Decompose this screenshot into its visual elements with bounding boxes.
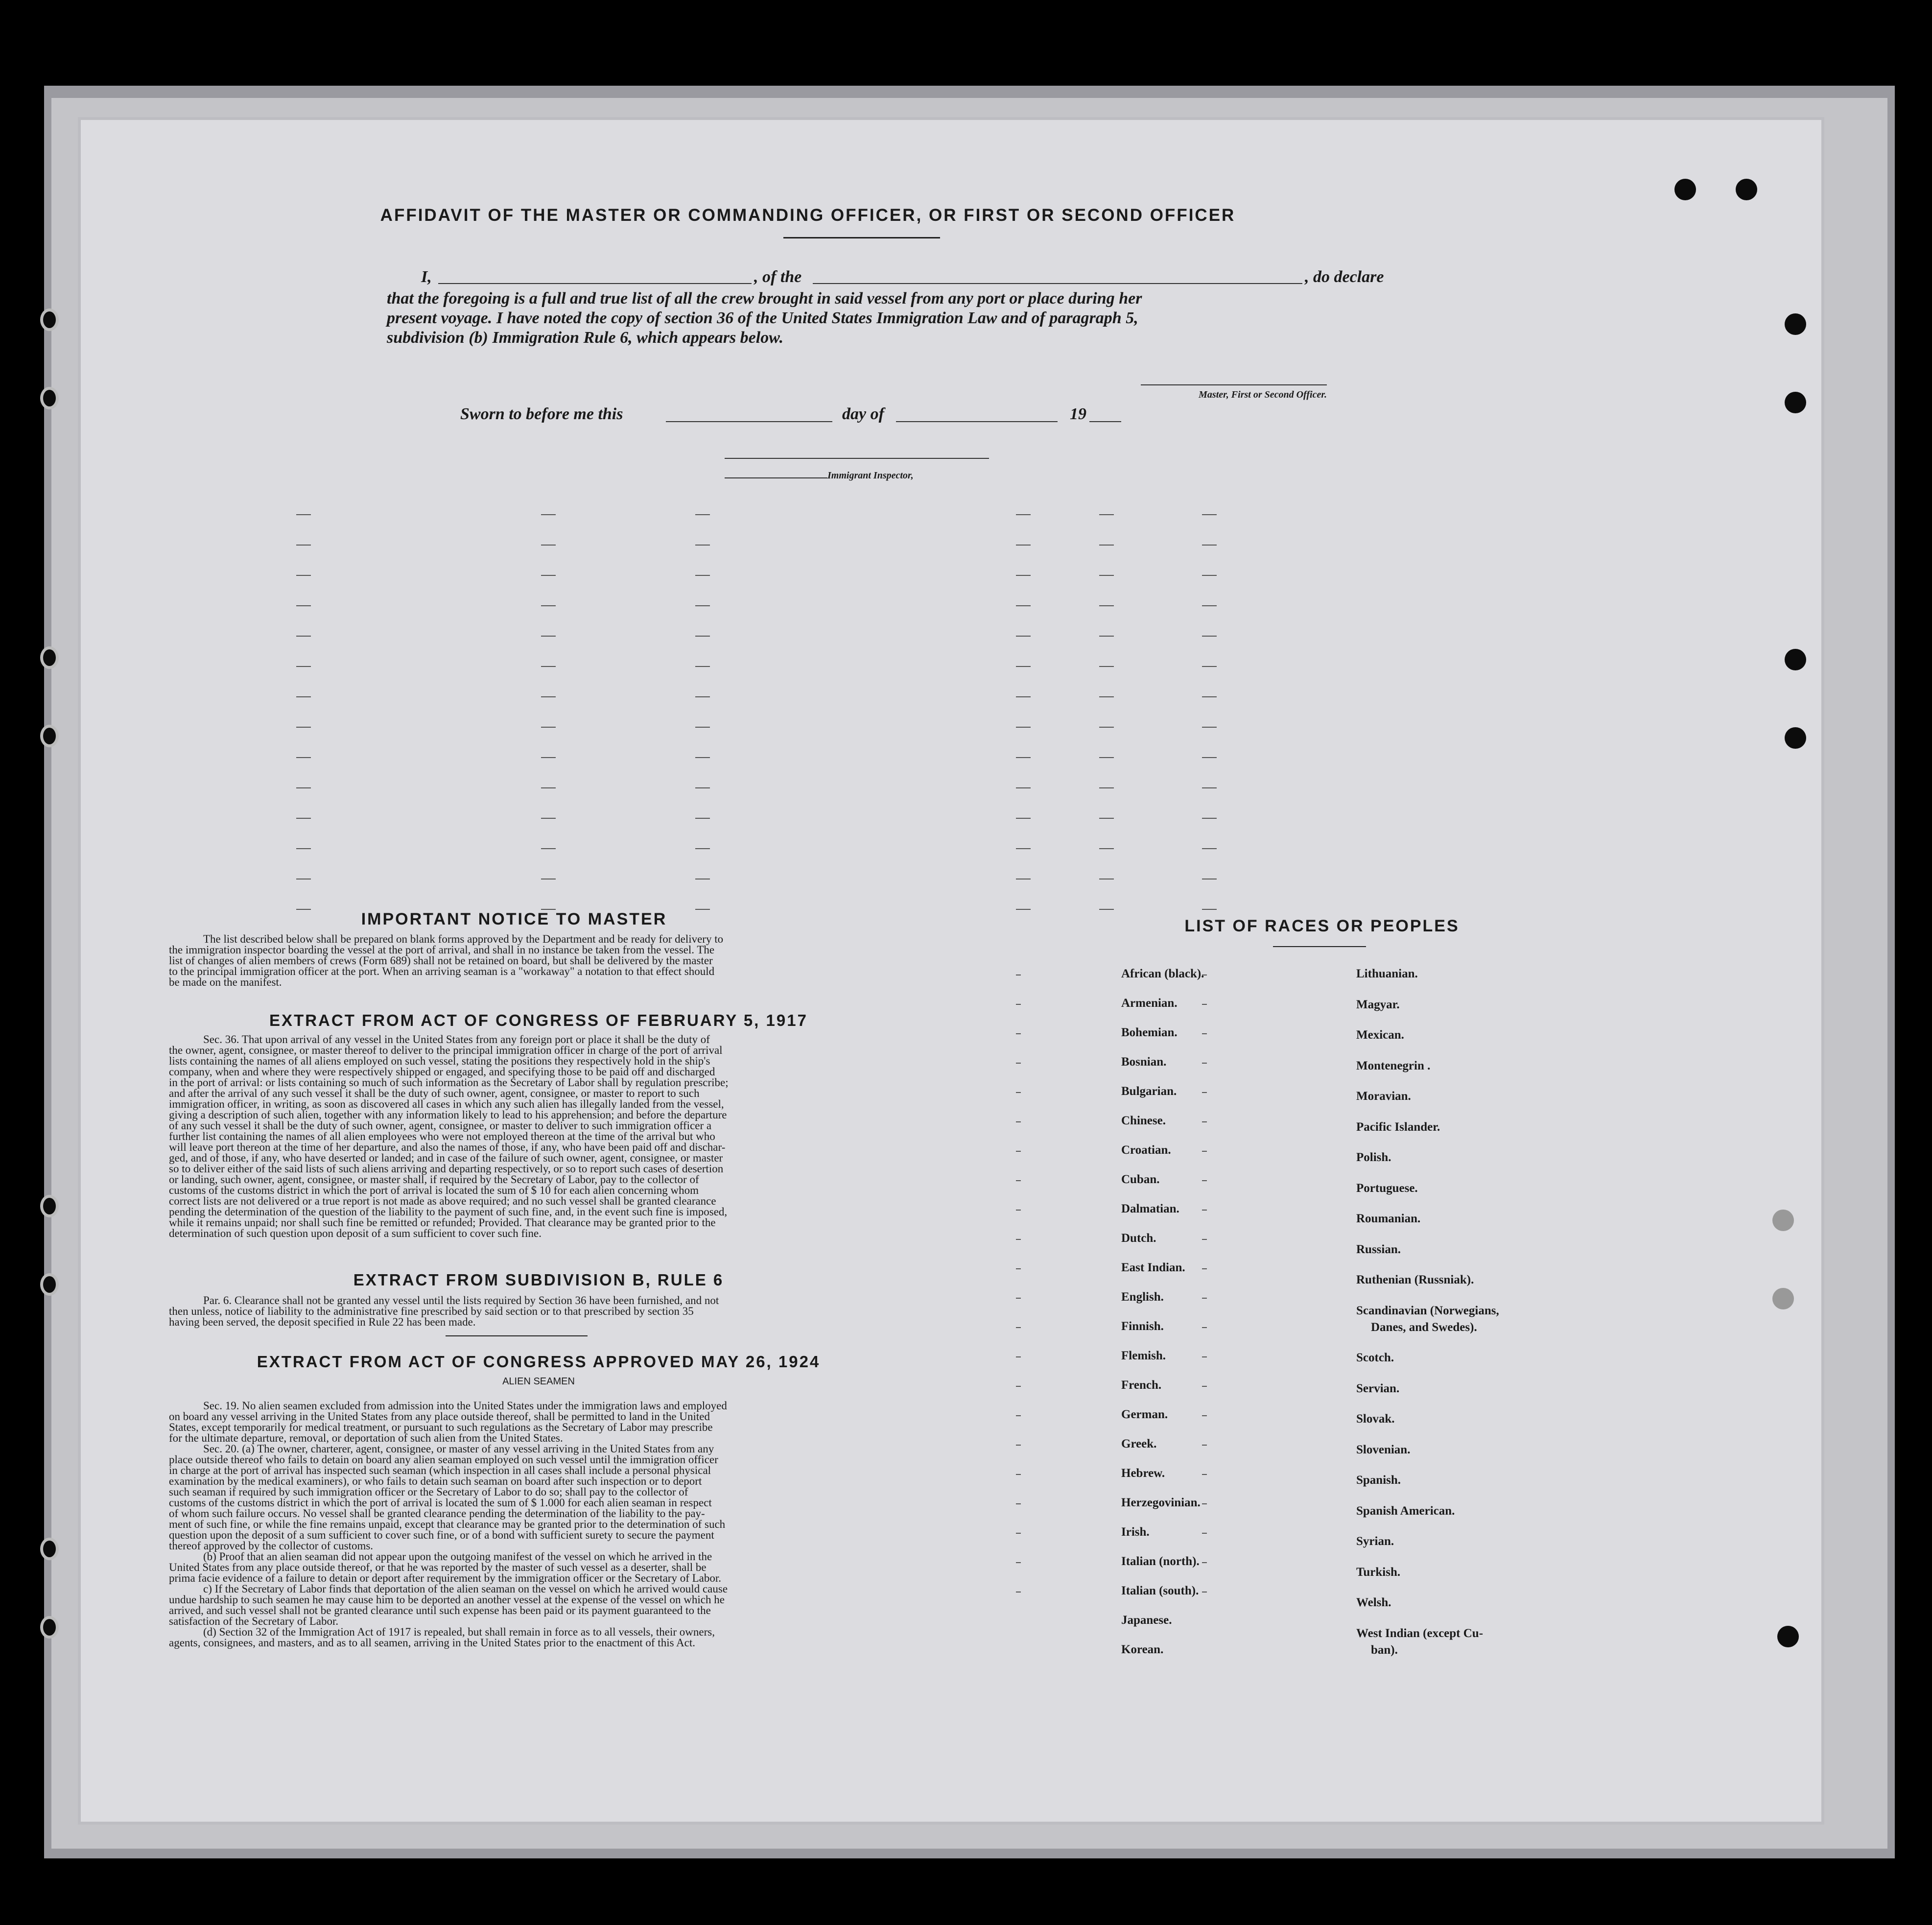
punch-hole bbox=[40, 1538, 59, 1560]
race-entry: Dalmatian. bbox=[1121, 1202, 1179, 1215]
column-dash bbox=[1016, 1298, 1021, 1299]
punch-hole bbox=[1785, 649, 1806, 670]
race-entry: Bohemian. bbox=[1121, 1026, 1178, 1039]
column-dash bbox=[1202, 1004, 1207, 1005]
column-dash bbox=[1202, 1533, 1207, 1534]
column-dash bbox=[1099, 848, 1114, 849]
column-dash bbox=[1099, 757, 1114, 758]
column-dash bbox=[1202, 1562, 1207, 1563]
column-dash bbox=[695, 545, 710, 546]
column-dash bbox=[1099, 818, 1114, 819]
notice-title: IMPORTANT NOTICE TO MASTER bbox=[361, 910, 667, 928]
column-dash bbox=[1016, 1562, 1021, 1563]
extract-1917-body bbox=[169, 1034, 891, 1239]
race-entry: Italian (north). bbox=[1121, 1555, 1200, 1568]
race-entry: Roumanian. bbox=[1356, 1212, 1421, 1225]
race-entry: Bulgarian. bbox=[1121, 1085, 1177, 1098]
race-entry: Turkish. bbox=[1356, 1565, 1401, 1579]
extract1924-line: prima facie evidence of a failure to detain or deport after requirement by the immigration officer or the Secretary of Labor. bbox=[169, 1572, 721, 1584]
title-underline bbox=[783, 237, 940, 238]
column-dash bbox=[541, 696, 556, 697]
extract1917-line: pending the determination of the question of the liability to the payment of such fine, and, in the event such fine is imposed, bbox=[169, 1206, 728, 1218]
race-entry: Bosnian. bbox=[1121, 1055, 1167, 1069]
race-entry: Servian. bbox=[1356, 1381, 1400, 1395]
punch-hole bbox=[1772, 1210, 1794, 1231]
extract1924-line: in charge at the port of arrival has inspected such seaman (which inspection in all cases shall include a personal physical bbox=[169, 1464, 711, 1476]
extract1917-line: immigration officer, in writing, as soon as discovered all cases in which any such alien has illegally landed from the vessel, bbox=[169, 1098, 724, 1110]
column-dash bbox=[296, 727, 311, 728]
section-divider bbox=[446, 1335, 588, 1336]
column-dash bbox=[1016, 1386, 1021, 1387]
extract1917-line: will leave port thereon at the time of her departure, and also the names of those, if any, who have been paid off and dischar- bbox=[169, 1141, 726, 1153]
race-entry: Polish. bbox=[1356, 1151, 1391, 1164]
column-dash bbox=[1202, 605, 1217, 606]
column-dash bbox=[1202, 575, 1217, 576]
column-dash bbox=[1099, 666, 1114, 667]
extract1924-line: undue hardship to such seamen he may cause him to be deported an another vessel at the expense of the vessel on which he bbox=[169, 1593, 725, 1606]
extract1924-line: for the ultimate departure, removal, or deportation of such alien from the United States. bbox=[169, 1432, 563, 1444]
race-entry: Ruthenian (Russniak). bbox=[1356, 1273, 1474, 1286]
column-dash bbox=[1202, 666, 1217, 667]
column-dash bbox=[1016, 757, 1031, 758]
column-dash bbox=[296, 514, 311, 515]
column-dash bbox=[1016, 1445, 1021, 1446]
race-entry: Moravian. bbox=[1356, 1090, 1411, 1103]
column-dash bbox=[541, 575, 556, 576]
column-dash bbox=[1099, 636, 1114, 637]
extract1917-line: ged, and of those, if any, who have deserted or landed; and in case of the failure of such owner, agent, consignee, or master bbox=[169, 1152, 723, 1164]
column-dash bbox=[1099, 575, 1114, 576]
extract1917-line: customs of the customs district in which the port of arrival is located the sum of $ 10 for each alien concerning whom bbox=[169, 1184, 699, 1196]
extract1924-line: States, except temporarily for medical treatment, or pursuant to such regulations as the Secretary of Labor may prescribe bbox=[169, 1421, 713, 1433]
column-dash bbox=[1202, 1356, 1207, 1357]
column-dash bbox=[1202, 1268, 1207, 1269]
extract1917-line: the owner, agent, consignee, or master thereof to deliver to the principal immigration officer in charge of the port of arrival bbox=[169, 1044, 723, 1056]
column-dash bbox=[695, 848, 710, 849]
race-entry: Italian (south). bbox=[1121, 1584, 1199, 1597]
notice-line: be made on the manifest. bbox=[169, 976, 282, 988]
column-dash bbox=[695, 818, 710, 819]
year-label: 19 bbox=[1070, 405, 1086, 423]
column-dash bbox=[695, 696, 710, 697]
notice-line: to the principal immigration officer at the port. When an arriving seaman is a "workaway" a notation to that effect should bbox=[169, 965, 715, 977]
column-dash bbox=[1016, 1210, 1021, 1211]
column-dash bbox=[296, 787, 311, 788]
column-dash bbox=[1016, 1121, 1021, 1122]
column-dash bbox=[1202, 1092, 1207, 1093]
subdivision-title: EXTRACT FROM SUBDIVISION B, RULE 6 bbox=[353, 1271, 724, 1289]
column-dash bbox=[1202, 757, 1217, 758]
sworn-label: Sworn to before me this bbox=[460, 405, 623, 423]
column-dash bbox=[1016, 1239, 1021, 1240]
race-entry: Scotch. bbox=[1356, 1351, 1394, 1364]
month-blank bbox=[896, 421, 1058, 422]
race-entry: West Indian (except Cu- bbox=[1356, 1626, 1484, 1640]
extract1917-line: and after the arrival of any such vessel it shall be the duty of such owner, agent, consignee, or master to report to such bbox=[169, 1087, 700, 1099]
extract1924-line: thereof approved by the collector of customs. bbox=[169, 1540, 374, 1552]
extract1917-line: in the port of arrival: or lists containing so much of such information as the Secretary of Labor shall by regulation prescribe; bbox=[169, 1076, 729, 1089]
column-dash bbox=[1202, 909, 1217, 910]
race-entry: Dutch. bbox=[1121, 1232, 1156, 1245]
column-dash bbox=[695, 757, 710, 758]
column-dash bbox=[1016, 1503, 1021, 1504]
column-dash bbox=[1016, 1180, 1021, 1181]
affidavit-text-1: that the foregoing is a full and true list of all the crew brought in said vessel from any port or place during her bbox=[387, 289, 1142, 308]
race-entry: ban). bbox=[1371, 1643, 1398, 1657]
column-dash bbox=[296, 605, 311, 606]
extract1917-line: or landing, such owner, agent, consignee, or master shall, if required by the Secretary of Labor, pay to the collector of bbox=[169, 1173, 699, 1186]
race-entry: Slovenian. bbox=[1356, 1443, 1411, 1456]
race-entry: Montenegrin . bbox=[1356, 1059, 1431, 1072]
column-dash bbox=[695, 727, 710, 728]
column-dash bbox=[296, 757, 311, 758]
column-dash bbox=[1202, 1239, 1207, 1240]
inspector-label: Immigrant Inspector, bbox=[827, 470, 914, 481]
column-dash bbox=[1202, 1210, 1207, 1211]
extract1917-line: determination of such question upon deposit of a sum sufficient to cover such fine. bbox=[169, 1227, 542, 1239]
inspector-line-2 bbox=[725, 477, 827, 478]
column-dash bbox=[1016, 787, 1031, 788]
punch-hole bbox=[40, 1616, 59, 1639]
column-dash bbox=[541, 757, 556, 758]
affidavit-i-label: I, bbox=[421, 268, 432, 286]
column-dash bbox=[1099, 696, 1114, 697]
affidavit-title: AFFIDAVIT OF THE MASTER OR COMMANDING OFFICER, OR FIRST OR SECOND OFFICER bbox=[380, 206, 1236, 225]
column-dash bbox=[1202, 818, 1217, 819]
column-dash bbox=[1016, 1004, 1021, 1005]
column-dash bbox=[1202, 1063, 1207, 1064]
column-dash bbox=[1202, 636, 1217, 637]
column-dash bbox=[1016, 666, 1031, 667]
notice-line: list of changes of alien members of crews (Form 689) shall not be retained on board, but shall be delivered by the master bbox=[169, 954, 713, 967]
column-dash bbox=[1016, 909, 1031, 910]
column-dash bbox=[1099, 605, 1114, 606]
column-dash bbox=[1202, 696, 1217, 697]
column-dash bbox=[1202, 1151, 1207, 1152]
race-entry: Spanish American. bbox=[1356, 1504, 1455, 1518]
column-dash bbox=[1099, 514, 1114, 515]
race-entry: Irish. bbox=[1121, 1525, 1150, 1539]
extract1924-line: of whom such failure occurs. No vessel shall be granted clearance pending the determination of the liability to the pay- bbox=[169, 1507, 705, 1520]
extract1917-line: while it remains unpaid; nor shall such fine be remitted or refunded; Provided. That clearance may be granted prior to the bbox=[169, 1216, 716, 1229]
punch-hole bbox=[1785, 727, 1806, 749]
punch-hole bbox=[40, 1195, 59, 1217]
column-dash bbox=[1016, 974, 1021, 975]
punch-hole bbox=[1736, 179, 1757, 200]
column-dash bbox=[1016, 1033, 1021, 1034]
column-dash bbox=[1099, 787, 1114, 788]
column-dash bbox=[695, 605, 710, 606]
inspector-line-1 bbox=[725, 458, 989, 459]
column-dash bbox=[541, 514, 556, 515]
affidavit-do-declare: , do declare bbox=[1305, 268, 1384, 286]
column-dash bbox=[1016, 1151, 1021, 1152]
column-dash bbox=[1016, 1356, 1021, 1357]
column-dash bbox=[1016, 1415, 1021, 1416]
day-of-label: day of bbox=[842, 405, 884, 423]
race-entry: Syrian. bbox=[1356, 1535, 1394, 1548]
master-signature-label: Master, First or Second Officer. bbox=[1199, 389, 1327, 400]
column-dash bbox=[1016, 545, 1031, 546]
column-dash bbox=[1202, 514, 1217, 515]
races-title: LIST OF RACES OR PEOPLES bbox=[1184, 917, 1460, 935]
column-dash bbox=[695, 787, 710, 788]
notice-line: the immigration inspector boarding the vessel at the port of arrival, and shall in no instance be taken from the vessel. The bbox=[169, 944, 715, 956]
column-dash bbox=[541, 727, 556, 728]
race-entry: Hebrew. bbox=[1121, 1467, 1165, 1480]
punch-hole bbox=[1785, 392, 1806, 413]
extract1924-line: Sec. 19. No alien seamen excluded from admission into the United States under the immigration laws and employed bbox=[203, 1400, 727, 1412]
punch-hole bbox=[1785, 313, 1806, 335]
race-entry: Finnish. bbox=[1121, 1320, 1164, 1333]
column-dash bbox=[296, 575, 311, 576]
extract1924-line: arrived, and such vessel shall not be granted clearance until such expense has been paid or its payment guaranteed to the bbox=[169, 1604, 711, 1616]
race-entry: Lithuanian. bbox=[1356, 967, 1418, 980]
extract-1917-title: EXTRACT FROM ACT OF CONGRESS OF FEBRUARY 5, 1917 bbox=[269, 1011, 808, 1029]
column-dash bbox=[296, 696, 311, 697]
subdivision-body bbox=[169, 1295, 891, 1328]
column-dash bbox=[1202, 1415, 1207, 1416]
column-dash bbox=[1016, 1063, 1021, 1064]
punch-hole bbox=[1772, 1288, 1794, 1309]
race-entry: Herzegovinian. bbox=[1121, 1496, 1201, 1509]
extract1924-line: satisfaction of the Secretary of Labor. bbox=[169, 1615, 339, 1627]
sworn-day-blank bbox=[666, 421, 832, 422]
column-dash bbox=[695, 514, 710, 515]
race-entry: Korean. bbox=[1121, 1643, 1164, 1656]
notice-body bbox=[169, 934, 891, 988]
column-dash bbox=[296, 818, 311, 819]
column-dash bbox=[1202, 545, 1217, 546]
column-dash bbox=[1202, 1121, 1207, 1122]
column-dash bbox=[1016, 1327, 1021, 1328]
race-entry: Japanese. bbox=[1121, 1614, 1172, 1627]
race-entry: Slovak. bbox=[1356, 1412, 1395, 1426]
column-dash bbox=[1016, 1474, 1021, 1475]
column-dash bbox=[1016, 696, 1031, 697]
column-dash bbox=[1099, 909, 1114, 910]
column-dash bbox=[1202, 1327, 1207, 1328]
column-dash bbox=[541, 848, 556, 849]
column-dash bbox=[695, 666, 710, 667]
race-entry: Scandinavian (Norwegians, bbox=[1356, 1304, 1499, 1317]
column-dash bbox=[1016, 1268, 1021, 1269]
column-dash bbox=[1202, 787, 1217, 788]
extract1924-line: (d) Section 32 of the Immigration Act of 1917 is repealed, but shall remain in force as to all vessels, their owners, bbox=[203, 1626, 715, 1638]
year-blank bbox=[1089, 421, 1121, 422]
extract-1924-subtitle: ALIEN SEAMEN bbox=[502, 1376, 575, 1387]
column-dash bbox=[1099, 545, 1114, 546]
column-dash bbox=[296, 666, 311, 667]
extract1917-line: lists containing the names of all aliens employed on such vessel, stating the positions they respectively hold in the ship's bbox=[169, 1055, 710, 1067]
column-dash bbox=[1016, 514, 1031, 515]
race-entry: Spanish. bbox=[1356, 1473, 1401, 1487]
extract1917-line: correct lists are not delivered or a true report is not made as above required; and no such vessel shall be granted clearance bbox=[169, 1195, 716, 1207]
race-entry: Mexican. bbox=[1356, 1028, 1404, 1042]
extract1924-line: examination by the medical examiners), or who fails to detain such seaman on board after such inspection or to deport bbox=[169, 1475, 702, 1487]
column-dash bbox=[1016, 575, 1031, 576]
column-dash bbox=[541, 666, 556, 667]
column-dash bbox=[1016, 605, 1031, 606]
extract-1924-body bbox=[169, 1401, 891, 1648]
column-dash bbox=[541, 636, 556, 637]
column-dash bbox=[1016, 1092, 1021, 1093]
column-dash bbox=[1202, 848, 1217, 849]
extract-1924-title: EXTRACT FROM ACT OF CONGRESS APPROVED MAY 26, 1924 bbox=[257, 1353, 821, 1371]
column-dash bbox=[1202, 1445, 1207, 1446]
extract1917-line: of any such vessel it shall be the duty of such owner, agent, consignee, or master to deliver to such immigration officer a bbox=[169, 1119, 712, 1132]
subdivision-line: having been served, the deposit specified in Rule 22 has been made. bbox=[169, 1316, 476, 1328]
race-entry: Cuban. bbox=[1121, 1173, 1160, 1186]
column-dash bbox=[1202, 1033, 1207, 1034]
affidavit-text-3: subdivision (b) Immigration Rule 6, which appears below. bbox=[387, 329, 784, 347]
column-dash bbox=[695, 575, 710, 576]
vessel-blank bbox=[813, 283, 1302, 284]
extract1924-line: question upon the deposit of a sum sufficient to cover such fine, or of a bond with sufficient surety to secure the payment bbox=[169, 1529, 714, 1541]
column-dash bbox=[296, 848, 311, 849]
extract1924-line: agents, consignees, and masters, and as to all seamen, arriving in the United States prior to the enactment of this Act. bbox=[169, 1637, 695, 1649]
race-entry: Croatian. bbox=[1121, 1143, 1171, 1157]
column-dash bbox=[1202, 1474, 1207, 1475]
race-entry: Portuguese. bbox=[1356, 1181, 1418, 1195]
column-dash bbox=[1016, 1533, 1021, 1534]
extract1924-line: (b) Proof that an alien seaman did not appear upon the outgoing manifest of the vessel on which he arrived in the bbox=[203, 1550, 712, 1563]
extract1924-line: customs of the customs district in which the port of arrival is located the sum of $ 1.000 for each alien seaman in respect bbox=[169, 1497, 712, 1509]
extract1924-line: Sec. 20. (a) The owner, charterer, agent, consignee, or master of any vessel arriving in the United States from any bbox=[203, 1443, 714, 1455]
punch-hole bbox=[1674, 179, 1696, 200]
notice-line: The list described below shall be prepared on blank forms approved by the Department and be ready for delivery to bbox=[203, 933, 724, 945]
race-entry: Magyar. bbox=[1356, 998, 1400, 1011]
punch-hole bbox=[1777, 1626, 1799, 1647]
affidavit-text-2: present voyage. I have noted the copy of section 36 of the United States Immigration Law and of paragraph 5, bbox=[387, 309, 1138, 327]
extract1924-line: c) If the Secretary of Labor finds that deportation of the alien seaman on the vessel on which he arrived would cause bbox=[203, 1583, 728, 1595]
punch-hole bbox=[40, 387, 59, 409]
extract1924-line: such seaman if required by such immigration officer or the Secretary of Labor to do so; shall pay to the collector of bbox=[169, 1486, 688, 1498]
extract1917-line: Sec. 36. That upon arrival of any vessel in the United States from any foreign port or place it shall be the duty of bbox=[203, 1033, 710, 1046]
extract1917-line: so to deliver either of the said lists of such aliens arriving and departing respectively, or so to report such cases of desertion bbox=[169, 1163, 724, 1175]
column-dash bbox=[695, 636, 710, 637]
race-entry: Welsh. bbox=[1356, 1596, 1391, 1609]
subdivision-line: then unless, notice of liability to the administrative fine prescribed by said section or to that prescribed by section 35 bbox=[169, 1305, 694, 1317]
column-dash bbox=[541, 605, 556, 606]
extract1924-line: ment of such fine, or while the fine remains unpaid, except that clearance may be granted prior to the determination of such bbox=[169, 1518, 726, 1530]
column-dash bbox=[541, 818, 556, 819]
race-entry: Armenian. bbox=[1121, 997, 1178, 1010]
extract1917-line: further list containing the names of all alien employees who were not employed thereon at the time of the arrival but who bbox=[169, 1130, 715, 1142]
column-dash bbox=[1202, 1503, 1207, 1504]
punch-hole bbox=[40, 725, 59, 747]
column-dash bbox=[541, 545, 556, 546]
column-dash bbox=[1016, 818, 1031, 819]
race-entry: English. bbox=[1121, 1290, 1164, 1304]
column-dash bbox=[296, 636, 311, 637]
races-title-underline bbox=[1273, 946, 1366, 947]
punch-hole bbox=[40, 309, 59, 331]
column-dash bbox=[1016, 848, 1031, 849]
extract1924-line: place outside thereof who fails to detain on board any alien seaman employed on such vessel until the immigration officer bbox=[169, 1453, 718, 1466]
extract1924-line: on board any vessel arriving in the United States from any place outside thereof, shall be permitted to land in the United bbox=[169, 1410, 710, 1423]
race-entry: East Indian. bbox=[1121, 1261, 1185, 1274]
column-dash bbox=[541, 787, 556, 788]
race-entry: Chinese. bbox=[1121, 1114, 1166, 1127]
punch-hole bbox=[40, 1273, 59, 1296]
race-entry: Danes, and Swedes). bbox=[1371, 1320, 1477, 1334]
affidavit-of-the: , of the bbox=[754, 268, 802, 286]
column-dash bbox=[1016, 727, 1031, 728]
subdivision-line: Par. 6. Clearance shall not be granted any vessel until the lists required by Section 36 have been furnished, and not bbox=[203, 1294, 719, 1307]
master-signature-line bbox=[1141, 384, 1327, 385]
column-dash bbox=[1202, 1386, 1207, 1387]
extract1924-line: United States from any place outside thereof, or that he was reported by the master of such vessel as a deserter, shall be bbox=[169, 1561, 707, 1573]
column-dash bbox=[1016, 636, 1031, 637]
race-entry: German. bbox=[1121, 1408, 1168, 1421]
punch-hole bbox=[40, 646, 59, 669]
extract1917-line: giving a description of such alien, together with any information likely to lead to his apprehension; and before the departure bbox=[169, 1109, 727, 1121]
column-dash bbox=[296, 545, 311, 546]
extract1917-line: company, when and where they were respectively shipped or engaged, and specifying those to be paid off and discharged bbox=[169, 1066, 715, 1078]
column-dash bbox=[1202, 727, 1217, 728]
race-entry: Flemish. bbox=[1121, 1349, 1166, 1362]
column-dash bbox=[1099, 727, 1114, 728]
race-entry: Pacific Islander. bbox=[1356, 1120, 1440, 1134]
name-blank bbox=[438, 283, 752, 284]
column-dash bbox=[1202, 1180, 1207, 1181]
race-entry: Russian. bbox=[1356, 1242, 1401, 1256]
race-entry: African (black). bbox=[1121, 967, 1204, 980]
column-dash bbox=[1202, 1298, 1207, 1299]
race-entry: Greek. bbox=[1121, 1437, 1157, 1450]
race-entry: French. bbox=[1121, 1378, 1162, 1392]
